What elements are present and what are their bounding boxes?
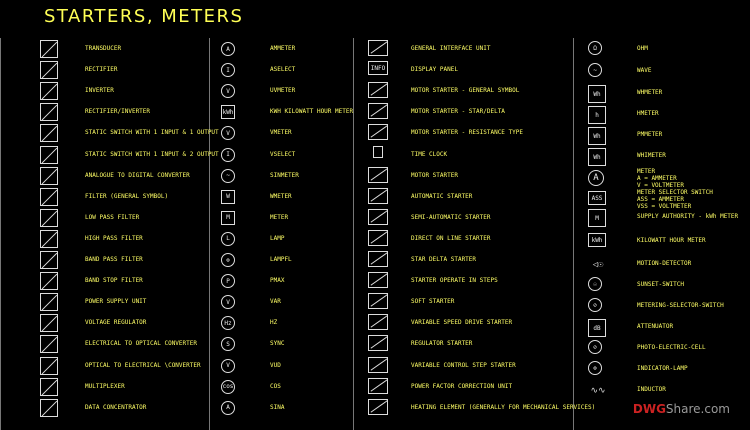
- symbol-15: [40, 357, 58, 375]
- symbol-6: [40, 167, 58, 185]
- label-meter: METER: [270, 213, 289, 221]
- starter-symbol-11: [368, 272, 388, 288]
- label-starter: POWER FACTOR CORRECTION UNIT: [411, 382, 513, 390]
- label-misc: HMETER: [637, 110, 659, 117]
- misc-symbol-3: h: [588, 106, 606, 124]
- symbol-1: [40, 61, 58, 79]
- symbol-12: [40, 293, 58, 311]
- misc-symbol-5: Wh: [588, 148, 606, 166]
- label-electronics: DATA CONCENTRATOR: [85, 403, 147, 411]
- symbol-3: [40, 103, 58, 121]
- symbol-8: [40, 209, 58, 227]
- label-starter: MOTOR STARTER - STAR/DELTA: [411, 108, 505, 116]
- misc-symbol-4: Wh: [588, 127, 606, 145]
- label-meter: LAMP: [270, 234, 285, 242]
- misc-symbol-16: ∿∿: [590, 386, 606, 396]
- label-electronics: STATIC SWITCH WITH 1 INPUT & 1 OUTPUT: [85, 129, 219, 137]
- label-misc: SUPPLY AUTHORITY - kWh METER: [637, 213, 739, 220]
- meter-symbol-3: kWh: [221, 105, 235, 119]
- label-misc: INDUCTOR: [637, 386, 666, 393]
- starter-symbol-17: [368, 399, 388, 415]
- meter-symbol-4: V: [221, 126, 235, 140]
- label-starter: DIRECT ON LINE STARTER: [411, 234, 491, 242]
- divider-3: [353, 38, 354, 430]
- label-starter: REGULATOR STARTER: [411, 340, 473, 348]
- starter-symbol-1: INFO: [368, 61, 388, 75]
- misc-symbol-12: ⊘: [588, 298, 602, 312]
- starter-symbol-3: [368, 103, 388, 119]
- symbol-16: [40, 378, 58, 396]
- symbol-17: [40, 399, 58, 417]
- meter-symbol-7: W: [221, 190, 235, 204]
- label-meter: COS: [270, 382, 281, 390]
- meter-symbol-2: V: [221, 84, 235, 98]
- label-misc: ATTENUATOR: [637, 323, 674, 330]
- label-meter: HZ: [270, 319, 278, 327]
- meter-symbol-13: Hz: [221, 316, 235, 330]
- label-starter: DISPLAY PANEL: [411, 66, 458, 74]
- label-meter: KWH KILOWATT HOUR METER: [270, 108, 354, 116]
- label-meter: SINA: [270, 403, 285, 411]
- label-electronics: RECTIFIER: [85, 66, 118, 74]
- label-misc: WAVE: [637, 67, 652, 74]
- starter-symbol-6: [368, 167, 388, 183]
- label-electronics: OPTICAL TO ELECTRICAL \CONVERTER: [85, 361, 201, 369]
- starter-symbol-4: [368, 124, 388, 140]
- label-misc: MOTION-DETECTOR: [637, 260, 692, 267]
- symbol-5: [40, 146, 58, 164]
- meter-symbol-11: P: [221, 274, 235, 288]
- label-meter: SINMETER: [270, 171, 299, 179]
- divider-4: [573, 38, 574, 430]
- watermark-brand: DWG: [632, 402, 666, 416]
- starter-symbol-5: [373, 146, 383, 158]
- label-electronics: BAND PASS FILTER: [85, 256, 143, 263]
- misc-symbol-9: kWh: [588, 233, 606, 247]
- label-misc: WHIMETER: [637, 152, 666, 159]
- label-electronics: HIGH PASS FILTER: [85, 234, 143, 242]
- misc-symbol-13: dB: [588, 319, 606, 337]
- meter-symbol-0: A: [221, 42, 235, 56]
- label-misc: WHMETER: [637, 89, 663, 96]
- label-misc: SUNSET-SWITCH: [637, 281, 684, 288]
- misc-symbol-7: ASS: [588, 191, 606, 205]
- label-electronics: VOLTAGE REGULATOR: [85, 319, 147, 327]
- label-misc: KILOWATT HOUR METER: [637, 237, 706, 244]
- starter-symbol-2: [368, 82, 388, 98]
- meter-legend: METER A = AMMETER V = VOLTMETER METER SELECTOR SWITCH ASS = AMMETER VSS = VOLTMETER: [637, 168, 713, 210]
- starter-symbol-14: [368, 335, 388, 351]
- meter-symbol-9: L: [221, 232, 235, 246]
- label-electronics: RECTIFIER/INVERTER: [85, 108, 151, 116]
- label-starter: STARTER OPERATE IN STEPS: [411, 277, 498, 285]
- divider-1: [0, 38, 1, 430]
- misc-symbol-15: ⊗: [588, 361, 602, 375]
- symbol-4: [40, 124, 58, 142]
- starter-symbol-9: [368, 230, 388, 246]
- label-meter: VSELECT: [270, 150, 296, 158]
- meter-symbol-17: A: [221, 401, 235, 415]
- misc-symbol-8: M: [588, 209, 606, 227]
- label-electronics: STATIC SWITCH WITH 1 INPUT & 2 OUTPUT: [85, 150, 219, 158]
- label-starter: STAR DELTA STARTER: [411, 256, 477, 263]
- label-meter: LAMPFL: [270, 256, 292, 263]
- starter-symbol-16: [368, 378, 388, 394]
- label-misc: PHOTO-ELECTRIC-CELL: [637, 344, 706, 351]
- meter-symbol-8: M: [221, 211, 235, 225]
- meter-symbol-14: S: [221, 337, 235, 351]
- label-meter: AMMETER: [270, 45, 296, 52]
- starter-symbol-13: [368, 314, 388, 330]
- label-starter: MOTOR STARTER - RESISTANCE TYPE: [411, 129, 523, 137]
- symbol-2: [40, 82, 58, 100]
- label-starter: SEMI-AUTOMATIC STARTER: [411, 213, 491, 221]
- label-meter: VUD: [270, 361, 281, 369]
- label-meter: ASELECT: [270, 66, 296, 74]
- starter-symbol-7: [368, 188, 388, 204]
- watermark: [633, 402, 730, 416]
- misc-symbol-6: A: [588, 170, 604, 186]
- meter-symbol-1: I: [221, 63, 235, 77]
- misc-symbol-1: ~: [588, 63, 602, 77]
- label-starter: GENERAL INTERFACE UNIT: [411, 45, 491, 52]
- label-starter: AUTOMATIC STARTER: [411, 192, 473, 200]
- label-meter: VAR: [270, 298, 281, 306]
- label-meter: UVMETER: [270, 87, 296, 95]
- symbol-14: [40, 335, 58, 353]
- label-starter: HEATING ELEMENT (GENERALLY FOR MECHANICAL SERVICES): [411, 403, 596, 411]
- symbol-7: [40, 188, 58, 206]
- meter-symbol-10: ⊗: [221, 253, 235, 267]
- label-meter: WMETER: [270, 192, 292, 200]
- meter-symbol-15: V: [221, 359, 235, 373]
- label-electronics: ANALOGUE TO DIGITAL CONVERTER: [85, 171, 190, 179]
- label-misc: METERING-SELECTOR-SWITCH: [637, 302, 724, 309]
- label-electronics: POWER SUPPLY UNIT: [85, 298, 147, 306]
- label-starter: MOTOR STARTER: [411, 171, 458, 179]
- misc-symbol-14: ⊘: [588, 340, 602, 354]
- symbol-11: [40, 272, 58, 290]
- label-misc: PMMETER: [637, 131, 663, 138]
- label-meter: PMAX: [270, 277, 285, 285]
- starter-symbol-0: [368, 40, 388, 56]
- misc-symbol-11: ☉: [588, 277, 602, 291]
- page-title: STARTERS, METERS: [44, 6, 244, 27]
- label-starter: VARIABLE CONTROL STEP STARTER: [411, 361, 516, 369]
- meter-symbol-6: ~: [221, 169, 235, 183]
- label-meter: VMETER: [270, 129, 292, 137]
- misc-symbol-0: Ω: [588, 41, 602, 55]
- label-electronics: TRANSDUCER: [85, 45, 122, 52]
- label-misc: INDICATOR-LAMP: [637, 365, 688, 372]
- label-electronics: FILTER (GENERAL SYMBOL): [85, 192, 169, 200]
- misc-symbol-10: ◁☉: [592, 260, 604, 270]
- starter-symbol-12: [368, 293, 388, 309]
- label-starter: MOTOR STARTER - GENERAL SYMBOL: [411, 87, 520, 95]
- symbol-0: [40, 40, 58, 58]
- label-electronics: MULTIPLEXER: [85, 382, 125, 390]
- meter-symbol-16: cos: [221, 380, 235, 394]
- label-meter: SYNC: [270, 340, 285, 348]
- meter-symbol-12: V: [221, 295, 235, 309]
- label-starter: TIME CLOCK: [411, 150, 448, 158]
- meter-symbol-5: I: [221, 148, 235, 162]
- starter-symbol-10: [368, 251, 388, 267]
- label-starter: VARIABLE SPEED DRIVE STARTER: [411, 319, 513, 327]
- label-electronics: LOW PASS FILTER: [85, 213, 140, 221]
- label-electronics: INVERTER: [85, 87, 114, 95]
- misc-symbol-2: Wh: [588, 85, 606, 103]
- label-electronics: BAND STOP FILTER: [85, 277, 143, 285]
- symbol-10: [40, 251, 58, 269]
- symbol-13: [40, 314, 58, 332]
- label-electronics: ELECTRICAL TO OPTICAL CONVERTER: [85, 340, 197, 348]
- starter-symbol-15: [368, 357, 388, 373]
- watermark-domain: Share.com: [665, 402, 730, 416]
- divider-2: [209, 38, 210, 430]
- starter-symbol-8: [368, 209, 388, 225]
- symbol-9: [40, 230, 58, 248]
- label-misc: OHM: [637, 45, 648, 52]
- label-starter: SOFT STARTER: [411, 298, 455, 306]
